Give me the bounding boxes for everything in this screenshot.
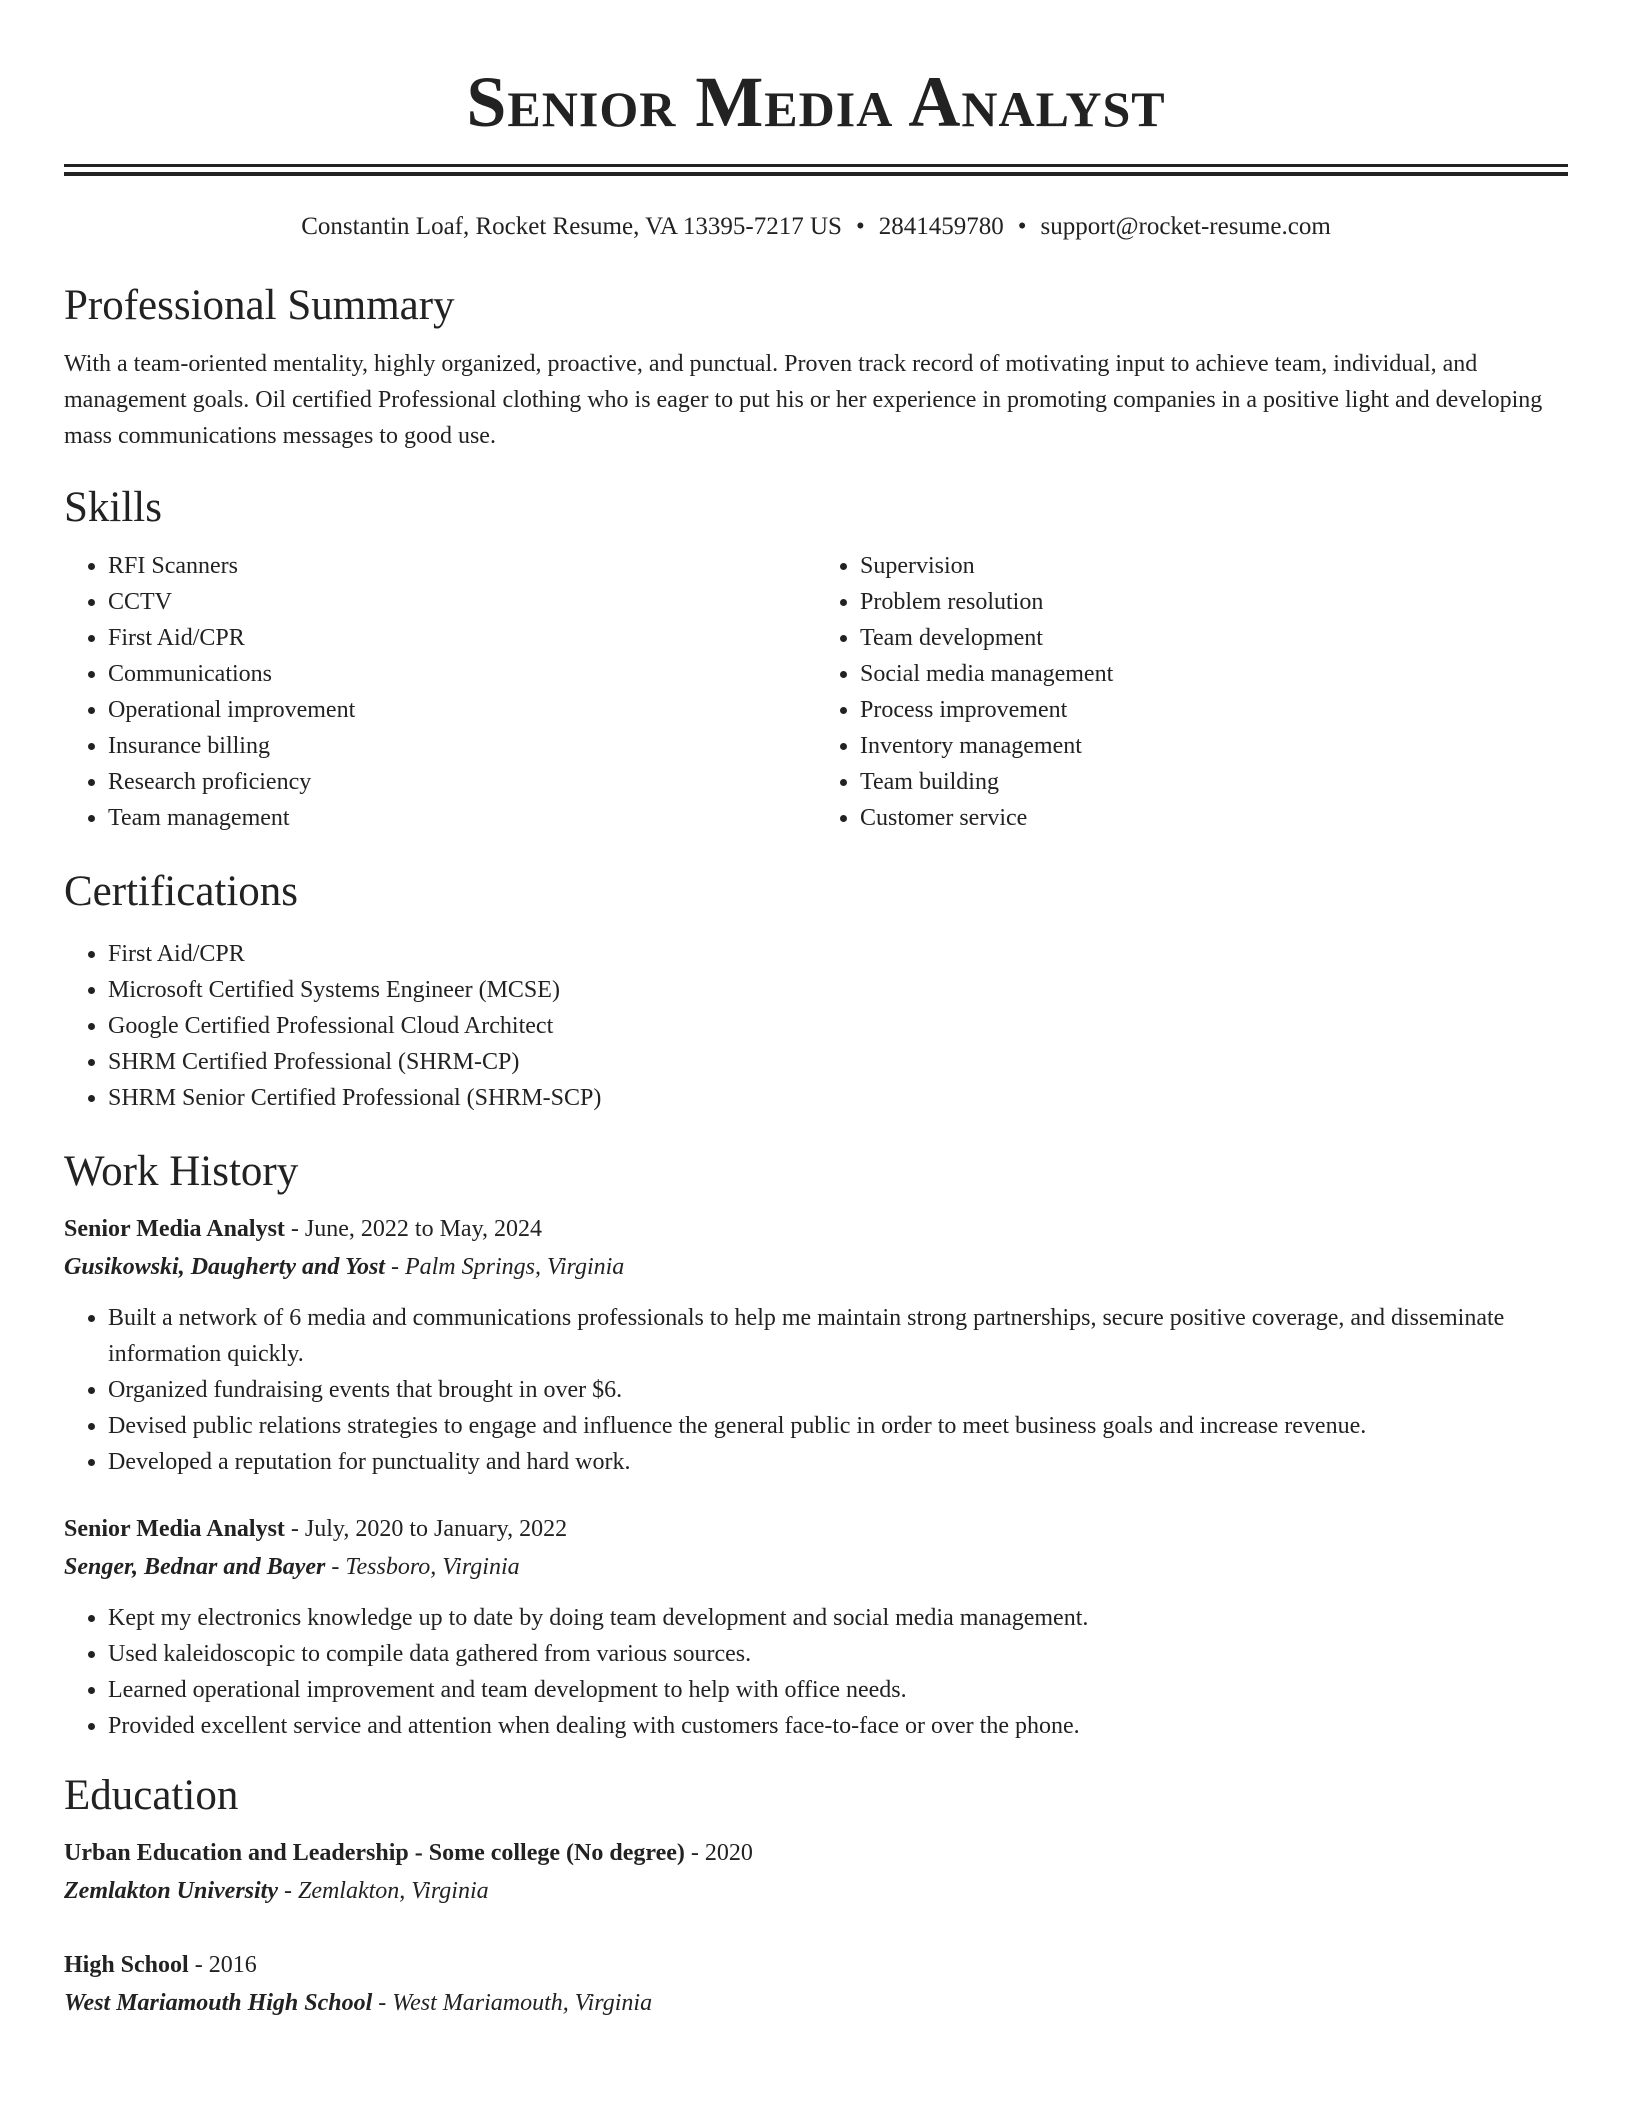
resume-title: Senior Media Analyst: [466, 62, 1166, 142]
list-item: • Developed a reputation for punctuality and hard work.: [108, 1444, 1568, 1480]
education-degree: Urban Education and Leadership - Some college (No degree): [64, 1840, 685, 1866]
list-item: • Used kaleidoscopic to compile data gathered from various sources.: [108, 1636, 1568, 1672]
list-item: • Kept my electronics knowledge up to date by doing team development and social media management.: [108, 1600, 1568, 1636]
education-location: - West Mariamouth, Virginia: [372, 1990, 653, 2016]
job-bullets: [64, 1300, 1568, 1480]
list-item: • Insurance billing: [108, 728, 816, 764]
section-heading-work-history: Work History: [64, 1148, 299, 1195]
list-item: • Customer service: [860, 800, 1568, 836]
job-entry: [64, 1210, 1568, 1480]
list-item: • Operational improvement: [108, 692, 816, 728]
job-title: Senior Media Analyst: [64, 1216, 285, 1242]
list-item: • SHRM Senior Certified Professional (SHRM-SCP): [108, 1080, 1568, 1116]
job-company-line: [64, 1248, 1568, 1286]
education-year: - 2020: [684, 1840, 753, 1866]
list-item: • Team management: [108, 800, 816, 836]
skills-columns: [64, 548, 1568, 836]
list-item: • First Aid/CPR: [108, 620, 816, 656]
list-item: • Microsoft Certified Systems Engineer (MCSE): [108, 972, 1568, 1008]
contact-line: [64, 210, 1568, 244]
list-item: • Organized fundraising events that brought in over $6.: [108, 1372, 1568, 1408]
list-item: • Built a network of 6 media and communications professionals to help me maintain strong partnerships, secure positive coverage, and disseminate information quickly.: [108, 1300, 1568, 1372]
section-heading-summary: Professional Summary: [64, 282, 455, 329]
job-company: Senger, Bednar and Bayer: [64, 1554, 326, 1580]
list-item: • Inventory management: [860, 728, 1568, 764]
list-item: • First Aid/CPR: [108, 936, 1568, 972]
section-heading-skills: Skills: [64, 484, 162, 531]
list-item: • Process improvement: [860, 692, 1568, 728]
list-item: • Provided excellent service and attention when dealing with customers face-to-face or over the phone.: [108, 1708, 1568, 1744]
list-item: • Devised public relations strategies to engage and influence the general public in order to meet business goals and increase revenue.: [108, 1408, 1568, 1444]
job-dates: - July, 2020 to January, 2022: [284, 1516, 568, 1542]
education-school-line: [64, 1984, 1568, 2022]
skills-list-left: [64, 548, 816, 836]
contact-separator: •: [855, 213, 865, 240]
list-item: • Communications: [108, 656, 816, 692]
list-item: • Team development: [860, 620, 1568, 656]
contact-address: Constantin Loaf, Rocket Resume, VA 13395-7217 US: [301, 213, 842, 240]
job-dates: - June, 2022 to May, 2024: [284, 1216, 543, 1242]
job-title: Senior Media Analyst: [64, 1516, 285, 1542]
job-company: Gusikowski, Daugherty and Yost: [64, 1254, 385, 1280]
education-entry: [64, 1834, 1568, 1910]
job-location: - Palm Springs, Virginia: [384, 1254, 625, 1280]
contact-separator: •: [1017, 213, 1027, 240]
education-school: West Mariamouth High School: [64, 1990, 373, 2016]
job-title-line: [64, 1210, 1568, 1248]
list-item: • Research proficiency: [108, 764, 816, 800]
list-item: • RFI Scanners: [108, 548, 816, 584]
job-entry: [64, 1510, 1568, 1744]
education-entry: [64, 1946, 1568, 2022]
certifications-list: [64, 936, 1568, 1116]
contact-email[interactable]: support@rocket-resume.com: [1040, 213, 1331, 240]
education-year: - 2016: [188, 1952, 257, 1978]
title-double-rule: [64, 164, 1568, 176]
list-item: • Social media management: [860, 656, 1568, 692]
summary-text: With a team-oriented mentality, highly organized, proactive, and punctual. Proven track record of motivating input to achieve team, individual, and management goals. Oil certified Professional clothing who is eager to put his or her experience in promoting companies in a positive light and developing mass communications messages to good use.: [64, 351, 1543, 449]
list-item: • Google Certified Professional Cloud Architect: [108, 1008, 1568, 1044]
education-school: Zemlakton University: [64, 1878, 278, 1904]
job-location: - Tessboro, Virginia: [325, 1554, 520, 1580]
list-item: • Team building: [860, 764, 1568, 800]
job-company-line: [64, 1548, 1568, 1586]
education-location: - Zemlakton, Virginia: [277, 1878, 489, 1904]
skills-list-right: [816, 548, 1568, 836]
list-item: • Learned operational improvement and team development to help with office needs.: [108, 1672, 1568, 1708]
list-item: • Supervision: [860, 548, 1568, 584]
job-title-line: [64, 1510, 1568, 1548]
education-degree: High School: [64, 1952, 189, 1978]
education-degree-line: [64, 1946, 1568, 1984]
list-item: • SHRM Certified Professional (SHRM-CP): [108, 1044, 1568, 1080]
job-bullets: [64, 1600, 1568, 1744]
education-degree-line: [64, 1834, 1568, 1872]
education-school-line: [64, 1872, 1568, 1910]
list-item: • Problem resolution: [860, 584, 1568, 620]
section-heading-certifications: Certifications: [64, 868, 299, 915]
section-heading-education: Education: [64, 1772, 239, 1819]
list-item: • CCTV: [108, 584, 816, 620]
contact-phone: 2841459780: [878, 213, 1004, 240]
